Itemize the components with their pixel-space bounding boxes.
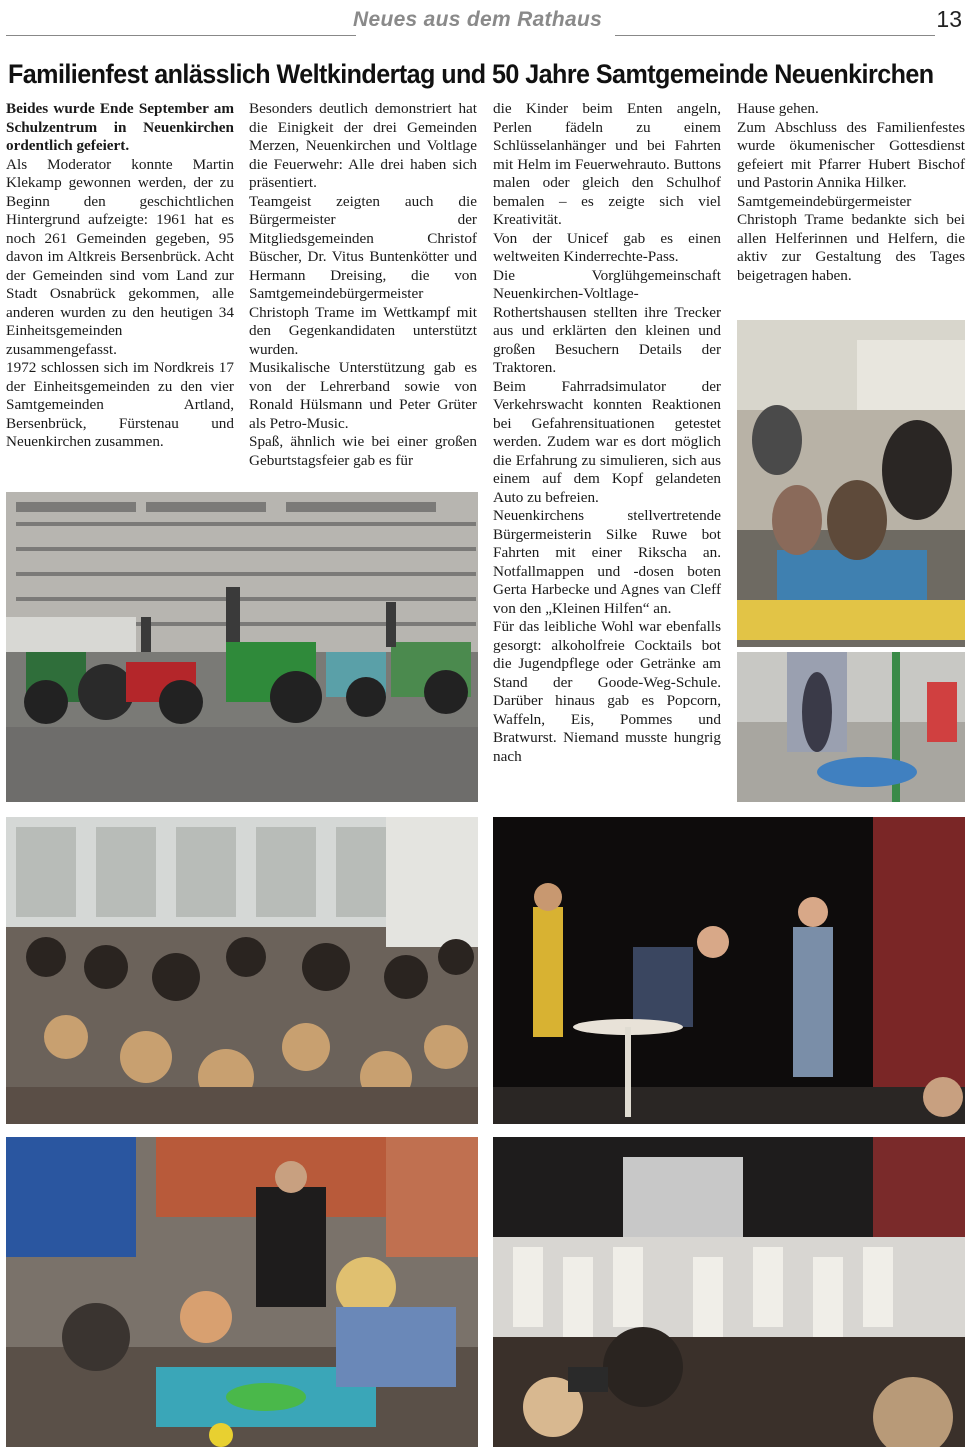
- stage-photo: [493, 817, 965, 1124]
- painting-table-photo: [6, 1137, 478, 1447]
- paragraph: Musikalische Unterstützung gab es von der Lehrerband sowie von Ronald Hülsmann und Peter Grüter als Petro-Music.: [249, 359, 477, 432]
- header-rule: [6, 35, 356, 36]
- article-headline: Familienfest anlässlich Weltkindertag und 50 Jahre Samtgemeinde Neuenkirchen: [8, 59, 934, 89]
- simulator-photo: [737, 652, 965, 802]
- paragraph: Teamgeist zeigten auch die Bürgermeister der Mitgliedsgemeinden Christof Büscher, Dr. Vitus Buntenkötter und Hermann Dreising, die von Samtgemeindebürgermeister Christoph Trame im Wettkampf mit den Gegenkandidaten unterstützt wurden.: [249, 192, 477, 358]
- text-column-4: [737, 100, 965, 285]
- paragraph: Samtgemeindebürgermeister Christoph Trame bedankte sich bei allen Helferinnen und Helfern, die aktiv zur Gestaltung des Tages beigetragen haben.: [737, 192, 965, 284]
- text-column-1: [6, 100, 234, 452]
- paragraph: Für das leibliche Wohl war ebenfalls gesorgt: alkoholfreie Cocktails bot die Jugendpflege oder Getränke am Stand der Goode-Weg-Schule. Darüber hinaus gab es Popcorn, Waffeln, Eis, Pommes und Bratwurst. Niemand musste hungrig nach: [493, 618, 721, 765]
- tractors-photo: [6, 492, 478, 802]
- crowd-photo: [6, 817, 478, 1124]
- text-column-2: [249, 100, 477, 470]
- paragraph: Spaß, ähnlich wie bei einer großen Geburtstagsfeier gab es für: [249, 433, 477, 469]
- paragraph: Zum Abschluss des Familienfestes wurde ökumenischer Gottesdienst gefeiert mit Pfarrer Hubert Bischof und Pastorin Annika Hilker.: [737, 118, 965, 191]
- page-number: 13: [936, 6, 962, 32]
- paragraph: Die Vorglühgemeinschaft Neuenkirchen-Voltlage-Rothertshausen stellten ihre Trecker aus und erklärten den kleinen und großen Besuchern Details der Traktoren.: [493, 266, 721, 376]
- paragraph: Besonders deutlich demonstriert hat die Einigkeit der drei Gemeinden Merzen, Neuenkirchen und Voltlage die Feuerwehr: Alle drei haben sich präsentiert.: [249, 100, 477, 191]
- paragraph: die Kinder beim Enten angeln, Perlen fädeln zu einem Schlüsselanhänger und bei Fahrten mit Helm im Feuerwehrauto. Buttons malen oder gleich den Schulhof bemalen – es zeigte sich viel Kreativität.: [493, 100, 721, 228]
- paragraph: 1972 schlossen sich im Nordkreis 17 der Einheitsgemeinden zu den vier Samtgemeinden Artland, Bersenbrück, Fürstenau und Neuenkirchen zusammen.: [6, 359, 234, 450]
- paragraph: Neuenkirchens stellvertretende Bürgermeisterin Silke Ruwe bot Fahrten mit einer Rikscha an. Notfallmappen und -dosen boten Gerta Harbecke und Agnes van Cleff von den „Kleinen Hilfen“ an.: [493, 507, 721, 617]
- paragraph: Hause gehen.: [737, 100, 819, 117]
- paragraph: Beim Fahrradsimulator der Verkehrswacht konnten Reaktionen bei Gefahrensituationen getestet werden. Zudem war es dort möglich die Erfahrung zu simulieren, sich aus einem auf dem Kopf gelandeten Auto zu befreien.: [493, 377, 721, 506]
- paragraph: Als Moderator konnte Martin Klekamp gewonnen werden, der zu Beginn den geschichtlichen Hintergrund aufzeigte: 1961 hat es noch 261 Gemeinden gegeben, 95 davon im Altkreis Bersenbrück. Acht der Gemeinden sind vom Land zur Stadt Osnabrück gekommen, alle anderen wurden zu den heutigen 34 Einheitsgemeinden zusammengefasst.: [6, 155, 234, 358]
- text-column-3: [493, 100, 721, 766]
- karate-photo: [493, 1137, 965, 1447]
- paragraph: Von der Unicef gab es einen weltweiten Kinderrechte-Pass.: [493, 229, 721, 265]
- header-rule: [615, 35, 935, 36]
- section-title: Neues aus dem Rathaus: [353, 8, 603, 31]
- craft-table-photo: [737, 320, 965, 647]
- article-lead: Beides wurde Ende September am Schulzentrum in Neuenkirchen ordentlich gefeiert.: [6, 100, 234, 154]
- page-header: [0, 0, 970, 46]
